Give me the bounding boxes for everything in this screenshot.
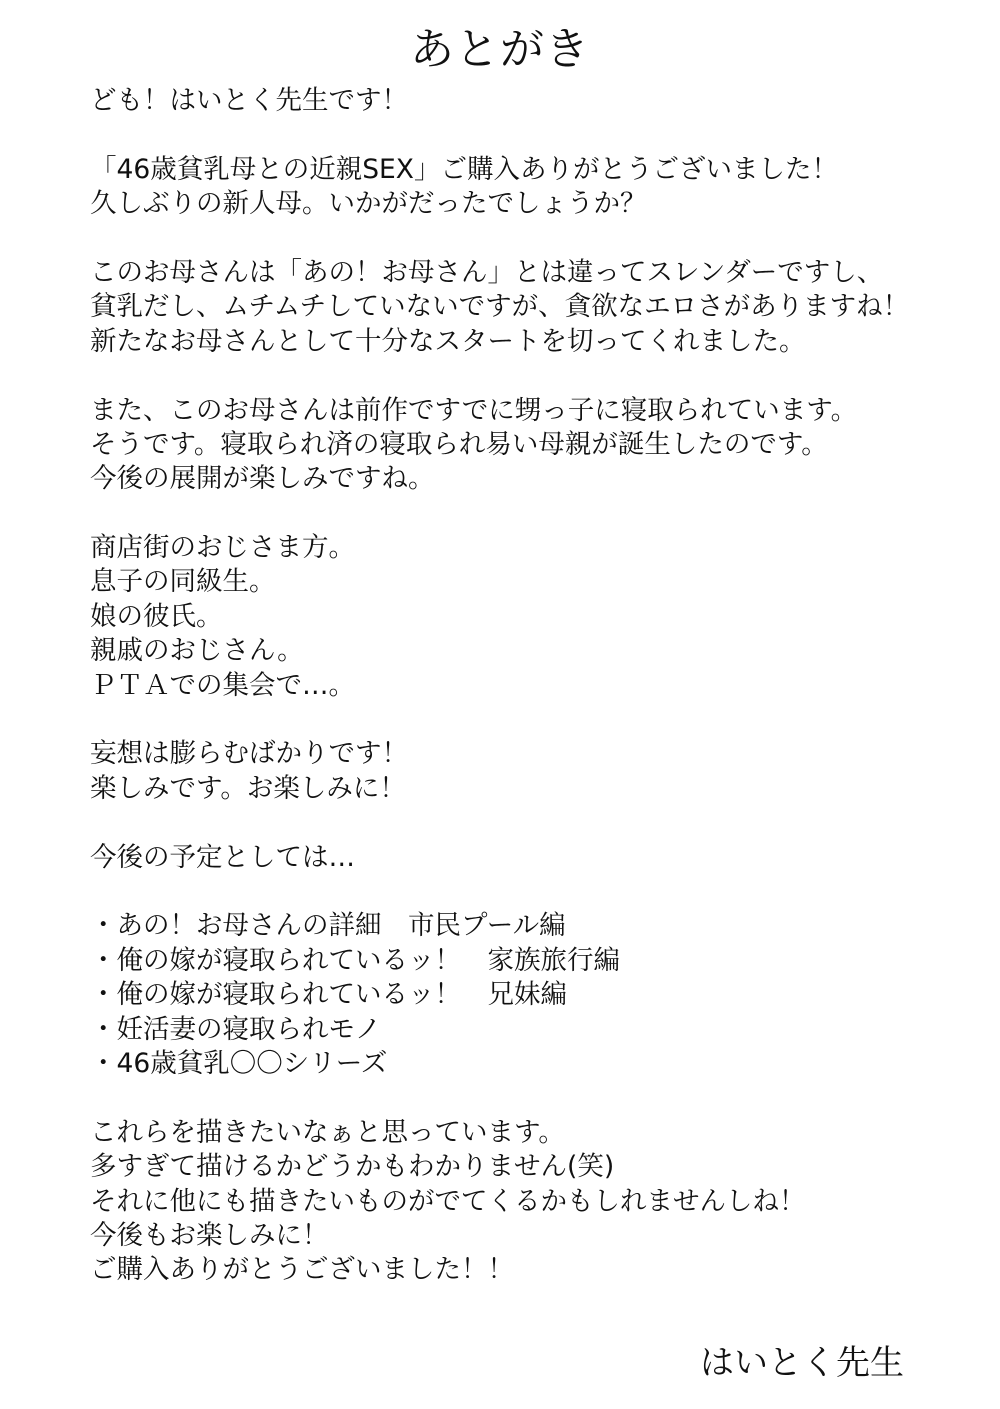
delusion-line-1: 妄想は膨らむばかりです！ xyxy=(90,738,408,770)
schedule-item: ・俺の嫁が寝取られているッ！ 家族旅行編 xyxy=(90,944,620,976)
schedule-intro: 今後の予定としては… xyxy=(90,841,355,873)
paragraph-gap xyxy=(90,359,950,393)
closing-line-4: 今後もお楽しみに！ xyxy=(90,1219,329,1251)
page-title: あとがき xyxy=(410,24,590,75)
paragraph-gap xyxy=(90,806,950,840)
idea-line: 息子の同級生。 xyxy=(90,566,276,598)
idea-line: 娘の彼氏。 xyxy=(90,600,223,632)
closing-line-5: ご購入ありがとうございました！！ xyxy=(90,1254,514,1286)
description-line-2: 貧乳だし、ムチムチしていないですが、貪欲なエロさがありますね！ xyxy=(90,291,910,323)
delusion-line-2: 楽しみです。お楽しみに！ xyxy=(90,772,406,804)
schedule-item: ・俺の嫁が寝取られているッ！ 兄妹編 xyxy=(90,979,567,1011)
paragraph-gap xyxy=(90,875,950,909)
backstory-line-3: 今後の展開が楽しみですね。 xyxy=(90,463,435,495)
thanks-line-2: 久しぶりの新人母。いかがだったでしょうか？ xyxy=(90,188,647,220)
greeting-line: ども！はいとく先生です！ xyxy=(90,85,408,116)
paragraph-gap xyxy=(90,1081,950,1115)
closing-line-2: 多すぎて描けるかどうかもわかりません(笑) xyxy=(90,1151,615,1183)
paragraph-gap xyxy=(90,118,950,152)
idea-line: 商店街のおじさま方。 xyxy=(90,532,355,564)
paragraph-gap xyxy=(90,497,950,531)
paragraph-gap xyxy=(90,222,950,256)
backstory-line-2: そうです。寝取られ済の寝取られ易い母親が誕生したのです。 xyxy=(90,428,828,460)
schedule-item: ・妊活妻の寝取られモノ xyxy=(90,1013,382,1045)
idea-line: 親戚のおじさん。 xyxy=(90,635,304,667)
thanks-line-1: 「46歳貧乳母との近親SEX」ご購入ありがとうございました！ xyxy=(90,153,838,185)
closing-line-1: これらを描きたいなぁと思っています。 xyxy=(90,1116,565,1148)
schedule-item: ・46歳貧乳〇〇シリーズ xyxy=(90,1047,388,1079)
idea-line: ＰＴＡでの集会で…。 xyxy=(90,669,355,701)
description-line-3: 新たなお母さんとして十分なスタートを切ってくれました。 xyxy=(90,325,806,357)
author-signature: はいとく先生 xyxy=(700,1343,904,1383)
afterword-body xyxy=(90,84,950,1288)
description-line-1: このお母さんは「あの！お母さん」とは違ってスレンダーですし、 xyxy=(90,256,884,288)
closing-line-3: それに他にも描きたいものがでてくるかもしれませんしね！ xyxy=(90,1185,806,1217)
schedule-item: ・あの！お母さんの詳細 市民プール編 xyxy=(90,910,566,942)
paragraph-gap xyxy=(90,703,950,737)
backstory-line-1: また、このお母さんは前作ですでに甥っ子に寝取られています。 xyxy=(90,394,858,426)
